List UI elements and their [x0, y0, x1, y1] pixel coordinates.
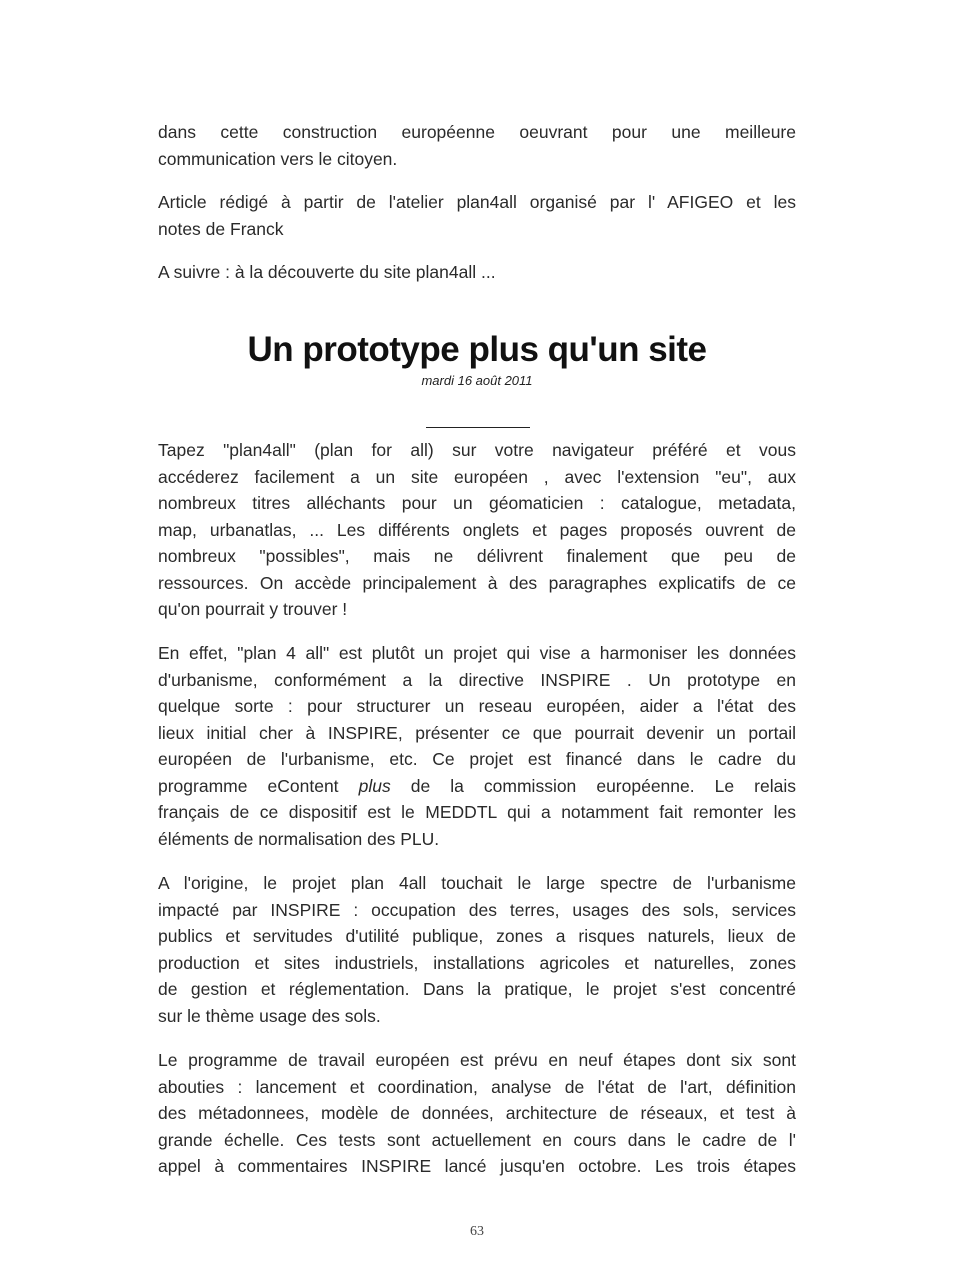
- text-line: A suivre : à la découverte du site plan4all ...: [158, 262, 496, 282]
- text-line: notes de Franck: [158, 218, 284, 239]
- text-line: ressources. On accède principalement à des paragraphes explicatifs de ce: [158, 572, 796, 593]
- text-line: communication vers le citoyen.: [158, 148, 398, 169]
- text-line: abouties : lancement et coordination, analyse de l'état de l'art, définition: [158, 1076, 796, 1097]
- intro-paragraph-2: [158, 189, 796, 242]
- text-line: A l'origine, le projet plan 4all touchait le large spectre de l'urbanisme: [158, 873, 796, 893]
- text-line: quelque sorte : pour structurer un reseau européen, aider a l'état des: [158, 696, 796, 716]
- text-line: nombreux "possibles", mais ne délivrent finalement que peu de: [158, 546, 796, 566]
- text-line: de gestion et réglementation. Dans la pratique, le projet s'est concentré: [158, 979, 796, 999]
- text-line: éléments de normalisation des PLU.: [158, 828, 440, 849]
- text-line: Tapez "plan4all" (plan for all) sur votre navigateur préféré et vous: [158, 440, 796, 460]
- text-line: Article rédigé à partir de l'atelier plan4all organisé par l' AFIGEO et les: [158, 192, 796, 212]
- intro-paragraph-1: [158, 119, 796, 172]
- text-line: des métadonnees, modèle de données, architecture de réseaux, et test à: [158, 1103, 796, 1123]
- text-line: Le programme de travail européen est prévu en neuf étapes dont six sont: [158, 1050, 796, 1070]
- text-line: dans cette construction européenne oeuvrant pour une meilleure: [158, 122, 796, 142]
- text-line: production et sites industriels, installations agricoles et naturelles, zones: [158, 952, 796, 973]
- text-line: En effet, "plan 4 all" est plutôt un projet qui vise a harmoniser les données: [158, 643, 796, 663]
- article-paragraph-3: [158, 870, 796, 1029]
- article-title: Un prototype plus qu'un site: [247, 330, 707, 369]
- text-line: sur le thème usage des sols.: [158, 1005, 381, 1026]
- text-line: d'urbanisme, conformément a la directive INSPIRE . Un prototype en: [158, 669, 796, 690]
- text-line: européen de l'urbanisme, etc. Ce projet est financé dans le cadre du: [158, 749, 796, 769]
- text-line: programme eContent plus de la commission européenne. Le relais: [158, 775, 796, 796]
- page-number: 63: [470, 1224, 484, 1239]
- text-line: lieux initial cher à INSPIRE, présenter ce que pourrait devenir un portail: [158, 722, 796, 743]
- article-date: mardi 16 août 2011: [421, 373, 533, 388]
- text-line: publics et servitudes d'utilité publique, zones a risques naturels, lieux de: [158, 926, 796, 946]
- emphasis-text: plus: [358, 775, 391, 796]
- article-paragraph-4: [158, 1047, 796, 1180]
- text-line: qu'on pourrait y trouver !: [158, 599, 348, 619]
- text-line: accéderez facilement a un site européen , avec l'extension "eu", aux: [158, 466, 796, 487]
- text-line: map, urbanatlas, ... Les différents onglets et pages proposés ouvrent de: [158, 519, 796, 540]
- text-line: impacté par INSPIRE : occupation des terres, usages des sols, services: [158, 899, 796, 920]
- article-paragraph-1: [158, 437, 796, 623]
- separator-rule: [426, 427, 530, 428]
- text-line: nombreux titres alléchants pour un géomaticien : catalogue, metadata,: [158, 493, 796, 513]
- text-line: français de ce dispositif est le MEDDTL qui a notamment fait remonter les: [158, 802, 796, 822]
- text-line: appel à commentaires INSPIRE lancé jusqu'en octobre. Les trois étapes: [158, 1156, 796, 1176]
- article-paragraph-2: [158, 640, 796, 852]
- intro-paragraph-3: [158, 259, 796, 286]
- text-line: grande échelle. Ces tests sont actuellement en cours dans le cadre de l': [158, 1129, 796, 1150]
